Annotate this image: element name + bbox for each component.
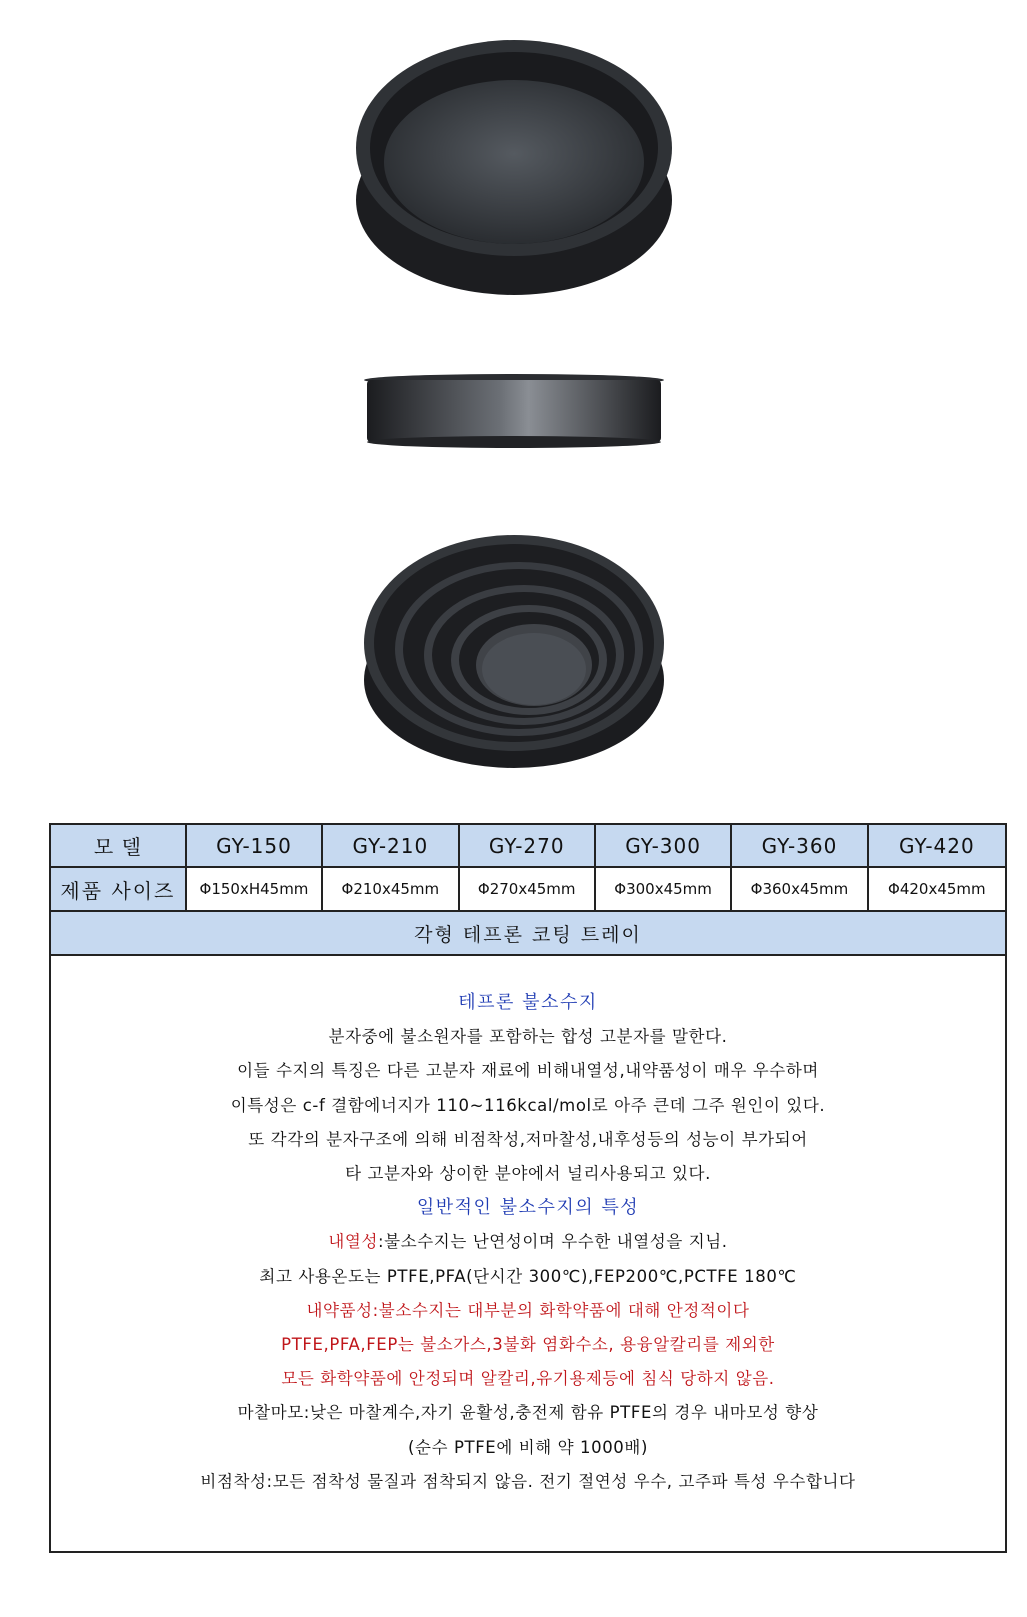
model-header: 모 델 xyxy=(51,825,187,868)
section-title-properties: 일반적인 불소수지의 특성 xyxy=(416,1197,640,1219)
heat-resistance-text: :불소수지는 난연성이며 우수한 내열성을 지님. xyxy=(378,1232,728,1252)
desc-line: 비점착성:모든 점착성 물질과 점착되지 않음. 전기 절연성 우수, 고주파 특성 우수합니다 xyxy=(200,1471,856,1491)
model-cell: GY-420 xyxy=(869,825,1005,868)
size-cell: Φ420x45mm xyxy=(869,868,1005,912)
chemical-resistance-line: 내약품성:불소수지는 대부분의 화학약품에 대해 안정적이다 xyxy=(306,1300,750,1320)
heat-resistance-line xyxy=(51,1225,1005,1259)
size-cell: Φ270x45mm xyxy=(460,868,596,912)
pan-side-view-photo xyxy=(0,370,1027,465)
section-title-teflon: 테프론 불소수지 xyxy=(458,992,598,1013)
desc-line: 또 각각의 분자구조에 의해 비점착성,저마찰성,내후성등의 성능이 부가되어 xyxy=(248,1129,808,1149)
model-cell: GY-210 xyxy=(323,825,459,868)
desc-line: (순수 PTFE에 비해 약 1000배) xyxy=(408,1437,648,1457)
pan-top-view-photo xyxy=(0,30,1027,300)
description-block xyxy=(51,956,1005,1499)
size-cell: Φ150xH45mm xyxy=(187,868,323,912)
desc-line: 이들 수지의 특징은 다른 고분자 재료에 비해내열성,내약품성이 매우 우수하며 xyxy=(237,1061,819,1081)
model-cell: GY-300 xyxy=(596,825,732,868)
size-cell: Φ360x45mm xyxy=(732,868,868,912)
pan-nested-set-photo xyxy=(0,525,1027,775)
desc-line: 마찰마모:낮은 마찰계수,자기 윤활성,충전제 함유 PTFE의 경우 내마모성 향상 xyxy=(237,1403,819,1423)
chemical-resistance-line: 모든 화학약품에 안정되며 알칼리,유기용제등에 침식 당하지 않음. xyxy=(281,1369,775,1389)
size-cell: Φ300x45mm xyxy=(596,868,732,912)
model-row xyxy=(51,825,1005,868)
heat-resistance-label: 내열성 xyxy=(328,1232,378,1252)
size-row xyxy=(51,868,1005,912)
desc-line: 분자중에 불소원자를 포함하는 합성 고분자를 말한다. xyxy=(328,1027,728,1047)
size-header: 제품 사이즈 xyxy=(51,868,187,912)
size-cell: Φ210x45mm xyxy=(323,868,459,912)
chemical-resistance-line: PTFE,PFA,FEP는 불소가스,3불화 염화수소, 용융알칼리를 제외한 xyxy=(281,1335,775,1355)
desc-line: 최고 사용온도는 PTFE,PFA(단시간 300℃),FEP200℃,PCTFE 180℃ xyxy=(259,1266,797,1286)
model-cell: GY-150 xyxy=(187,825,323,868)
model-cell: GY-360 xyxy=(732,825,868,868)
desc-line: 이특성은 c-f 결함에너지가 110~116kcal/mol로 아주 큰데 그주 원인이 있다. xyxy=(230,1095,826,1115)
model-cell: GY-270 xyxy=(460,825,596,868)
desc-line: 타 고분자와 상이한 분야에서 널리사용되고 있다. xyxy=(345,1164,711,1184)
spec-table xyxy=(49,823,1007,1553)
product-banner: 각형 테프론 코팅 트레이 xyxy=(51,912,1005,956)
